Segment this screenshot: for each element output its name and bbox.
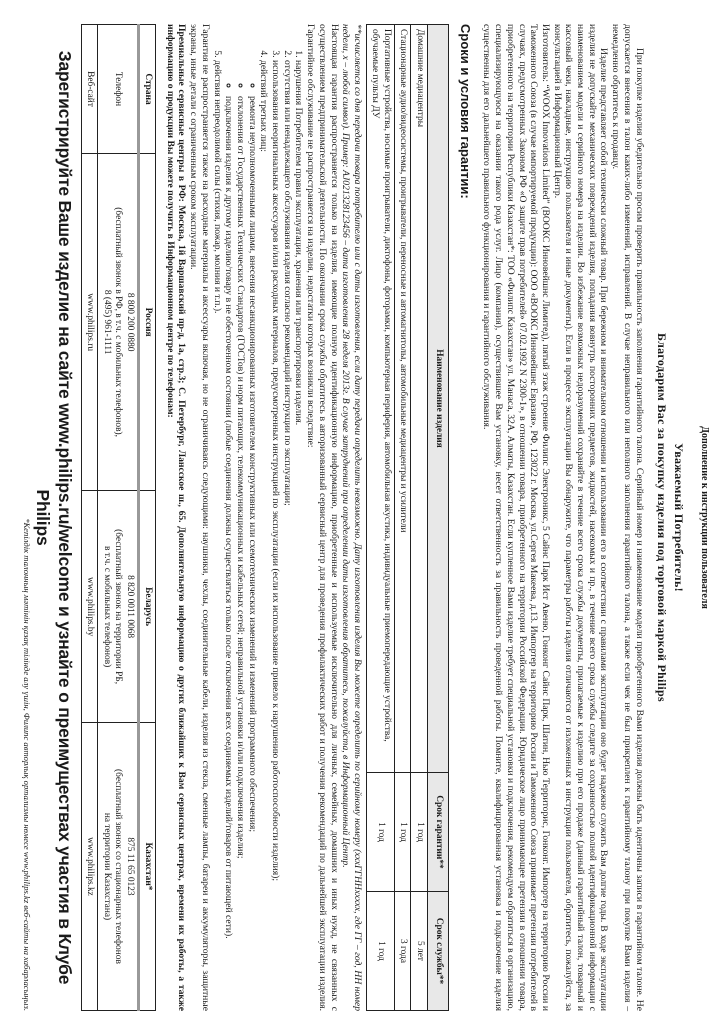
web-row	[81, 25, 97, 1011]
document-top-label: Дополнение к инструкции пользователя	[699, 426, 710, 609]
warranty-scope-paragraph: Настоящая гарантия распространяется только на изделия, имеющие полную идентификационную информацию, приобретенные и используемые исключительно для личных, семейных, домашних и иных нужд, не связанных с осуществлением предпринимательской деятельности. По окончании срока службы обратитесь в авторизованный сервисный центр для проведения профилактических работ и получения рекомендаций по дальнейшей эксплуатации изделия. Гарантийное обслуживание не распространяется на изделия, недостатки которых возникли вследствие:	[305, 24, 340, 1011]
warranty-footnote: **исчисляется со дня передачи товара потребителю или с даты изготовления, если дату передачи определить невозможно. Дату изготовления изделия Вы можете определить по серийному номеру (xxxГГННxxxxx, где ГГ – год, НН номер недели, x – любой символ). Пример: AJ021328123456 – дата изготовления 28 неделя 2013г. В случае затруднений при определении даты изготовления обратитесь, пожалуйста, в Информационный Центр.	[340, 24, 363, 1011]
exclusion-item: 2. отсутствия или ненадлежащего обслуживания изделия согласно рекомендаций инструкции по эксплуатации;	[281, 60, 293, 1011]
third-party-list	[223, 60, 258, 1011]
phone-row-label: Телефон	[98, 25, 138, 154]
phone-number: 8 820 0011 0068	[124, 575, 135, 639]
warranty-period-cell: 1 год	[366, 773, 394, 892]
service-life-cell: 1 год	[366, 892, 394, 1011]
thanks-heading: Благодарим Вас за покупку изделия под торговой маркой Philips	[655, 333, 670, 702]
warranty-period-cell: 1 год	[411, 773, 427, 892]
phone-cell-belarus	[98, 491, 138, 723]
exclusion-item-text: действий третьих лиц:	[258, 60, 270, 152]
column-header-warranty: Срок гарантии**	[427, 773, 448, 892]
exclusions-list	[211, 24, 305, 1011]
service-life-cell: 5 лет	[411, 892, 427, 1011]
phone-extra: в т.ч. с мобильных телефонов)	[101, 545, 112, 668]
exclusion-item	[223, 60, 270, 1011]
website-link-kazakhstan[interactable]: www.philips.kz	[81, 722, 97, 1010]
greeting-heading: Уважаемый Потребитель!	[671, 443, 686, 592]
intro-paragraph: При покупке изделия убедительно просим проверить правильность заполнения гарантийного талона. Серийный номер и наименование модели приобретенного Вами изделия должны быть идентичны записи в гарантийном талоне. Не допускается внесения в талон каких-либо изменений, исправлений. В случае неправильного или неполного заполнения гарантийного талона, а также если чек не был прикреплен к гарантийному талону при покупке Вами изделия – немедленно обратитесь к продавцу.	[610, 24, 645, 1011]
intro-paragraph: Изделие представляет собой технически сложный товар. При бережном и внимательном отношении и использовании его в соответствии с правилами эксплуатации оно будет надежно служить Вам долгие годы. В ходе эксплуатации изделия не допускайте механических повреждений изделия, попадания вовнутрь посторонних предметов, жидкостей, насекомых и пр., в течение всего срока службы следите за сохранностью полной идентификационной информации с наименованием модели и серийного номера на изделии. Во избежание возможных недоразумений сохраняйте в течение всего срока службы документы, прилагаемые к изделию при его продаже (данный гарантийный талон, товарный и кассовый чеки, накладные, инструкцию пользователя и иные документы). Если в процессе эксплуатации Вы обнаружите, что параметры работы изделия отличаются от изложенных в инструкции пользователя, обратитесь, пожалуйста, за консультацией в Информационный Центр.	[551, 24, 610, 1011]
table-row	[394, 25, 410, 1011]
third-party-item: ◦ отклонения от Государственных Технических Стандартов (ГОСТов) и норм питающих, телекоммуникационных и кабельных сетей; неправильной установки и/или подключения изделия;	[234, 96, 246, 1011]
product-cell: Стационарные аудио/видеосистемы, проигрыватели, переносные и автомагнитолы, автомобильные медиацентры и усилители	[394, 25, 410, 773]
country-belarus-header: Беларусь	[138, 491, 155, 723]
phone-extra: 8 (495) 961-1111	[101, 289, 112, 355]
phone-row	[98, 25, 138, 1011]
service-life-cell: 3 года	[394, 892, 410, 1011]
column-header-service: Срок службы**	[427, 892, 448, 1011]
website-link-russia[interactable]: www.philips.ru	[81, 154, 97, 491]
country-kazakhstan-header: Казахстан*	[138, 722, 155, 1010]
phone-extra: на территории Казахстана)	[101, 812, 112, 921]
phone-note: (бесплатный звонок на территории РБ,	[113, 529, 124, 685]
warranty-terms-table	[366, 24, 449, 1011]
web-row-label: Веб-сайт	[81, 25, 97, 154]
country-russia-header: Россия	[138, 154, 155, 491]
exclusion-item: 1. нарушения Потребителем правил эксплуатации, хранения или транспортировки изделия.	[293, 60, 305, 1011]
country-column-header: Страна	[138, 25, 155, 154]
kazakh-language-note: *Кепілдік талонның мәтінін қазақ тілінде алу үшін, Филипс авторлық ортализмы нөмесе www.philips.kz веб-сайты на хабарласыңыз.	[22, 518, 32, 1011]
third-party-item: ◦ подключения изделия к другому изделию/товару в не обесточенном состоянии (любые соединения должны осуществляться только после отключения всех соединяемых изделий/товаров от питающей сети).	[223, 96, 235, 1011]
phone-note: (бесплатный звонок в РФ, в т.ч. с мобильных телефонов),	[113, 207, 124, 437]
consumables-paragraph: Гарантия не распространяется также на расходные материалы и аксессуары включая, но не ограничиваясь следующими: наушники, чехлы, соединительные кабели, изделия из стекла, сменные лампы, батареи и аккумуляторы, защитные экраны, иные детали с ограниченным сроком эксплуатации.	[188, 24, 211, 1011]
website-link-belarus[interactable]: www.philips.by	[81, 491, 97, 723]
phone-cell-russia	[98, 154, 138, 491]
warranty-section-title: Сроки и условия гарантии:	[457, 24, 473, 199]
column-header-product: Наименование изделия	[427, 25, 448, 773]
table-row	[366, 25, 394, 1011]
phone-note: (бесплатный звонок со стационарных телефонов	[113, 769, 124, 964]
exclusion-item: 5. действия непреодолимой силы (стихия, пожар, молния и т.п.).	[211, 60, 223, 1011]
exclusion-item: 3. использования неоригинальных аксессуаров и/или расходных материалов, предусмотренных инструкцией по эксплуатации (если их использование привело к нарушению работоспособности изделия);	[269, 60, 281, 1011]
phone-number: 8 800 200 0880	[124, 292, 135, 352]
register-product-banner: Зарегистрируйте Ваше изделие на сайте www.philips.ru/welcome и узнайте о преимуществах участия в Клубе Philips	[33, 50, 75, 985]
product-cell: Портативные устройства, носимые проигрыватели, диктофоны, фоторамки, компьютерная периферия, автомобильная акустика, индивидуальные приемопередающие устройства, обучаемые пульты ДУ	[366, 25, 394, 773]
phone-cell-kazakhstan	[98, 722, 138, 1010]
phone-number: 875 11 65 0123	[124, 837, 135, 896]
contacts-table	[81, 24, 156, 1011]
third-party-item: ◦ ремонта неуполномоченными лицами, внесения несанкционированных изготовителем конструктивных или схемотехнических изменений и изменений программного обеспечения;	[246, 96, 258, 1011]
product-cell: Домашние медиацентры	[411, 25, 427, 773]
manufacturer-paragraph: Изготовитель: “WOOX Innovations Limited” (ВООКС Инновейшнс Лимитед), пятый этаж строение Филипс Электроникс, 5 Сайнс Парк Ист Авеню, Гонконг Сайнс Парк, Шатин, Нью Территорис, Гонконг. Импортер на территорию России и Таможенного Союза (в случае импортируемой продукции): ООО «ВООКС Инновейшнс Евразия», РФ, 123022 г. Москва, ул.Сергея Макеева, д.13. Импортер на территорию России и Таможенного Союза принимает претензии потребителей в случаях, предусмотренных Законом РФ «О защите прав потребителей» 07.02.1992 N 2300-1», в отношении товара, приобретенного на территории Российской Федерации. Юридическое лицо принимающее претензии в отношении товара, приобретенного на территории Республики Казахстан*: ТОО «Филипс Казахстан» ул. Манаса, 32А, Алматы, Казахстан. Если купленное Вами изделие требует специальной установки и подключения, рекомендуем обратиться в организацию, специализирующуюся на оказании такого рода услуг. Лицо (компания), осуществившее Вам установку, несет ответственность за правильность проведенной работы. Помните, квалифицированная установка и подключение изделия существенны для его дальнейшего правильного функционирования и гарантийного обслуживания.	[481, 24, 551, 1011]
warranty-table-header-row	[427, 25, 448, 1011]
contacts-header-row	[138, 25, 155, 1011]
premium-centers-paragraph: Премиальные сервисные центры в РФ: Москва, 1й Варшавский пр-д, 1а, стр.3; С. Петербург, Лансское ш., 65. Дополнительную информацию о других ближайших к Вам сервисных центрах, времени их работы, а также информацию о продукции Вы можете получить в Информационном центре по телефонам:	[164, 24, 188, 1011]
table-row	[411, 25, 427, 1011]
warranty-period-cell: 1 год	[394, 773, 410, 892]
